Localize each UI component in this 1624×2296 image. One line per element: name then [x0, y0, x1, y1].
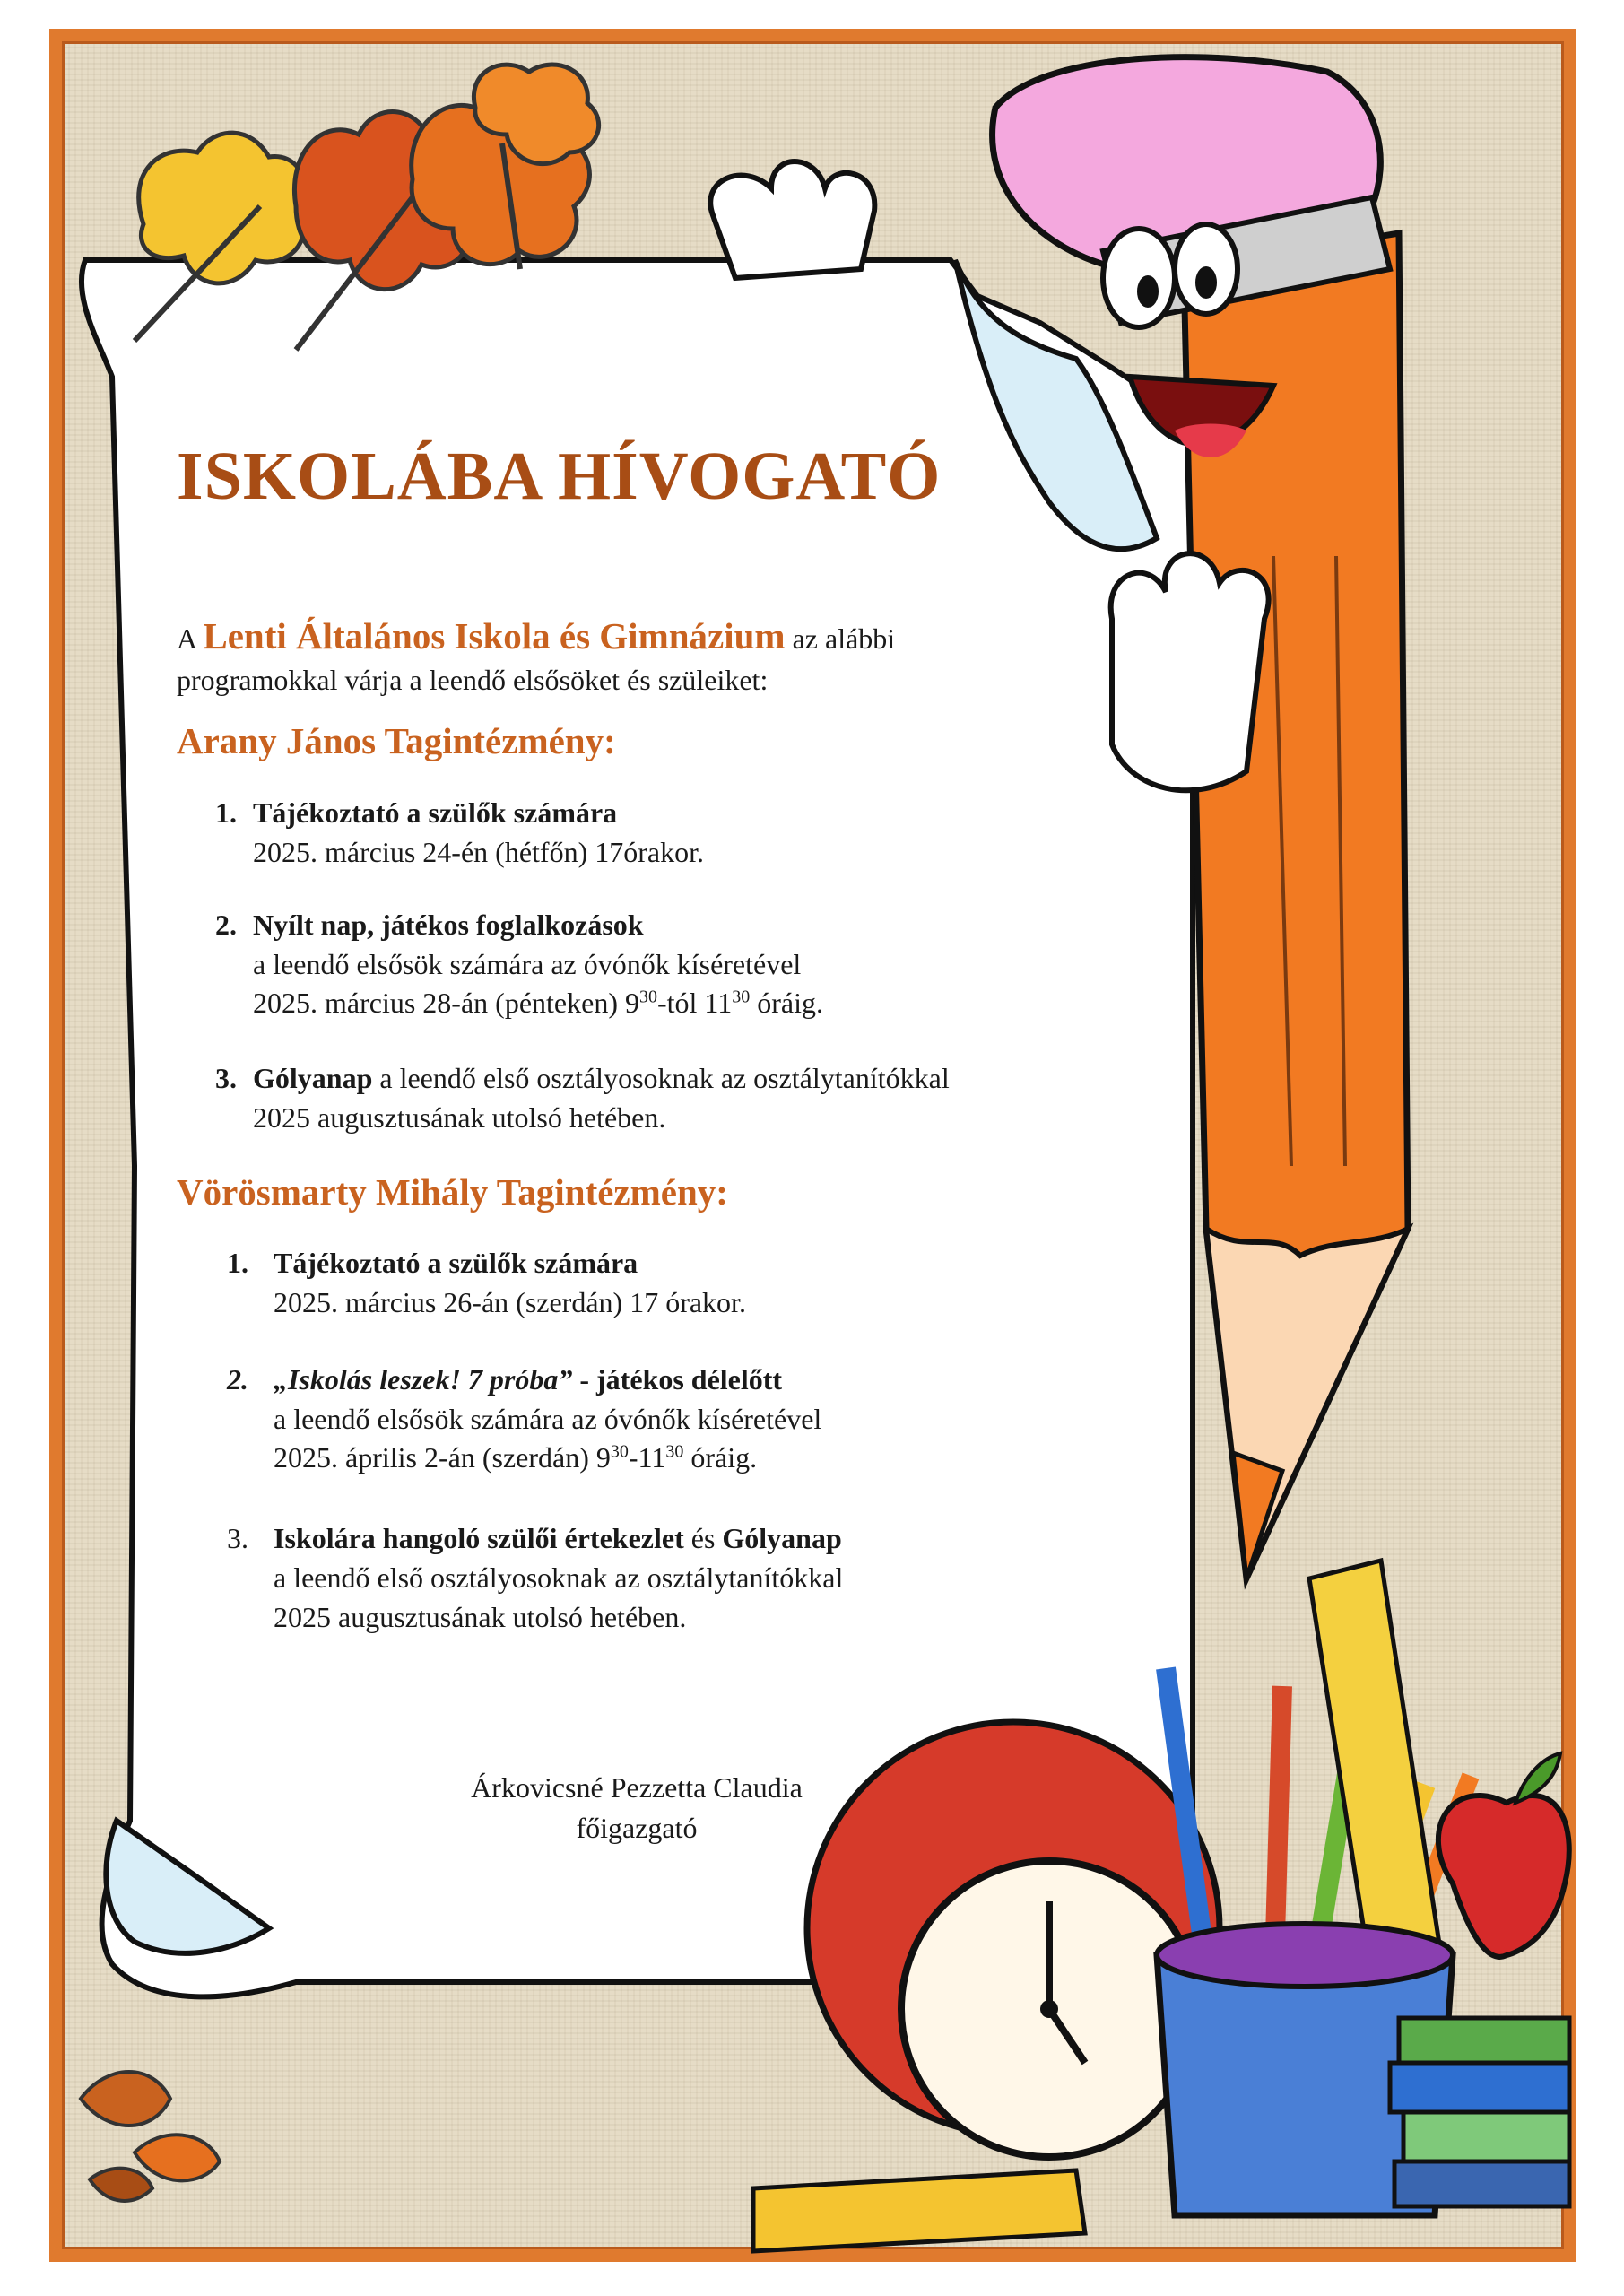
page-title: ISKOLÁBA HÍVOGATÓ: [177, 439, 942, 514]
section-heading-vorosmarty: Vörösmarty Mihály Tagintézmény:: [177, 1171, 728, 1213]
intro-prefix: A: [177, 622, 196, 655]
signature-role: főigazgató: [576, 1812, 698, 1844]
item-number: 1.: [227, 1247, 248, 1279]
item-line: a leendő első osztályosoknak az osztálytanítókkal: [274, 1561, 844, 1594]
item-title: Iskolára hangoló szülői értekezlet és Gólyanap: [274, 1522, 842, 1554]
item-line: 2025 augusztusának utolsó hetében.: [274, 1601, 687, 1633]
item-title: Nyílt nap, játékos foglalkozások: [253, 909, 644, 941]
signature-name: Árkovicsné Pezzetta Claudia: [471, 1771, 803, 1804]
item-title: Tájékoztató a szülők számára: [253, 796, 618, 829]
intro-line-1: [177, 614, 895, 657]
item-date: 2025. március 28-án (pénteken) $9^{30}$-tól $11^{30}$ óráig.: [253, 987, 823, 1019]
item-number: 3.: [227, 1522, 248, 1554]
item-line: a leendő elsősök számára az óvónők kíséretével: [274, 1403, 822, 1435]
school-name: Lenti Általános Iskola és Gimnázium: [203, 615, 786, 657]
item-number: 3.: [215, 1062, 237, 1094]
item-line: 2025. március 26-án (szerdán) 17 órakor.: [274, 1286, 746, 1318]
item-title: Tájékoztató a szülők számára: [274, 1247, 638, 1279]
intro-suffix: az alábbi: [792, 622, 896, 655]
item-date: 2025. április 2-án (szerdán) $9^{30}-11^{30}$ óráig.: [274, 1441, 758, 1474]
intro-line-2: programokkal várja a leendő elsősöket és szüleiket:: [177, 664, 769, 696]
item-line: 2025 augusztusának utolsó hetében.: [253, 1101, 666, 1134]
item-title: „Iskolás leszek! 7 próba” - játékos délelőtt: [274, 1363, 783, 1396]
item-line: 2025. március 24-én (hétfőn) 17órakor.: [253, 836, 704, 868]
item-line: a leendő elsősök számára az óvónők kíséretével: [253, 948, 802, 980]
item-number: 2.: [215, 909, 237, 941]
item-title: Gólyanap a leendő első osztályosoknak az osztálytanítókkal: [253, 1062, 950, 1094]
section-heading-arany: Arany János Tagintézmény:: [177, 720, 616, 761]
item-number: 2.: [227, 1363, 248, 1396]
item-number: 1.: [215, 796, 237, 829]
